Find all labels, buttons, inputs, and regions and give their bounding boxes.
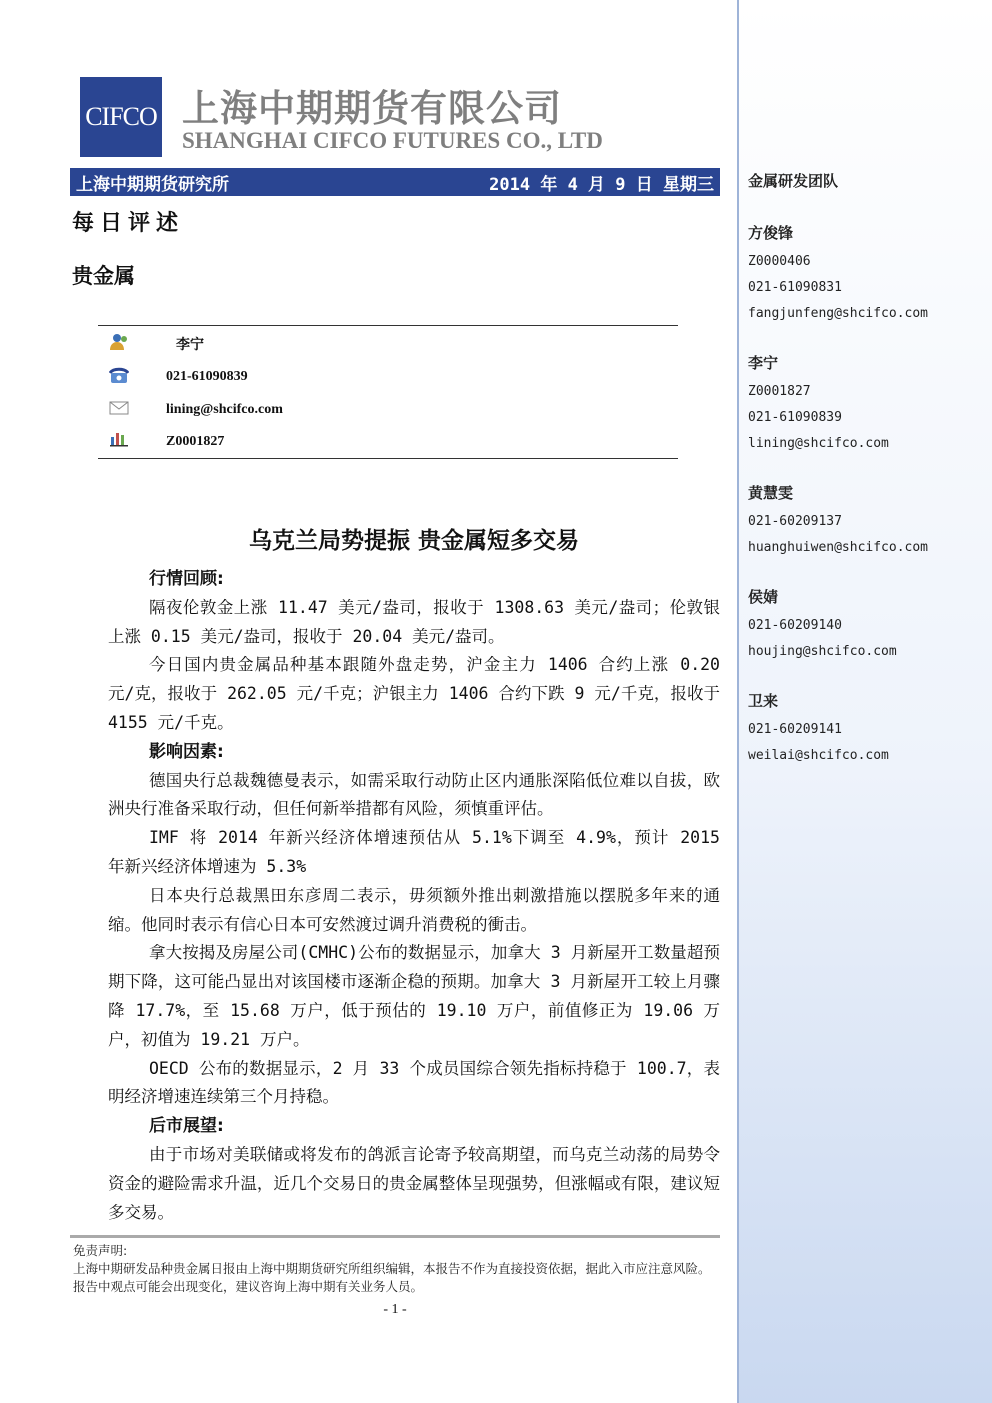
company-logo: CIFCO bbox=[80, 77, 162, 157]
telephone-icon bbox=[108, 365, 130, 387]
member-name: 侯婧 bbox=[748, 588, 779, 606]
member-email[interactable]: lining@shcifco.com bbox=[748, 436, 889, 451]
member-email[interactable]: weilai@shcifco.com bbox=[748, 748, 889, 763]
report-type: 每日评述 bbox=[72, 211, 185, 236]
envelope-icon bbox=[108, 397, 130, 419]
section-heading-factors: 影响因素: bbox=[149, 741, 224, 762]
article-body bbox=[108, 565, 720, 1227]
member-name: 李宁 bbox=[748, 354, 779, 372]
team-member bbox=[748, 690, 889, 769]
page-number: - 1 - bbox=[383, 1302, 407, 1317]
chart-icon bbox=[108, 427, 130, 449]
disclaimer-title: 免责声明: bbox=[73, 1243, 128, 1258]
team-title: 金属研发团队 bbox=[748, 172, 839, 190]
member-name: 卫来 bbox=[748, 692, 779, 710]
member-license: Z0000406 bbox=[748, 254, 811, 269]
member-name: 黄慧雯 bbox=[748, 484, 794, 502]
member-email[interactable]: huanghuiwen@shcifco.com bbox=[748, 540, 929, 555]
team-member bbox=[748, 352, 889, 457]
member-name: 方俊锋 bbox=[748, 224, 794, 242]
member-license: Z0001827 bbox=[748, 384, 811, 399]
contact-row-phone bbox=[98, 362, 130, 390]
header-banner bbox=[70, 168, 720, 196]
contact-license: Z0001827 bbox=[166, 434, 225, 449]
person-icon bbox=[108, 331, 130, 353]
company-name-en: SHANGHAI CIFCO FUTURES CO., LTD bbox=[182, 128, 603, 153]
member-email[interactable]: houjing@shcifco.com bbox=[748, 644, 897, 659]
paragraph: IMF 将 2014 年新兴经济体增速预估从 5.1%下调至 4.9%，预计 2015 年新兴经济体增速为 5.3% bbox=[108, 828, 720, 876]
contact-box bbox=[98, 325, 678, 459]
contact-row-name bbox=[98, 328, 130, 356]
paragraph: 拿大按揭及房屋公司(CMHC)公布的数据显示，加拿大 3 月新屋开工数量超预期下降，这可能凸显出对该国楼市逐渐企稳的预期。加拿大 3 月新屋开工较上月骤降 17.7%，至 15.68 万户，低于预估的 19.10 万户，前值修正为 19.06 万户，初值为 19.21 万户。 bbox=[108, 943, 720, 1049]
section-heading-review: 行情回顾: bbox=[149, 569, 224, 589]
member-email[interactable]: fangjunfeng@shcifco.com bbox=[748, 306, 929, 321]
report-date: 2014 年 4 月 9 日 星期三 bbox=[489, 174, 714, 195]
contact-name: 李宁 bbox=[176, 338, 204, 353]
paragraph: 德国央行总裁魏德曼表示，如需采取行动防止区内通胀深陷低位难以自拔，欧洲央行准备采取行动，但任何新举措都有风险，须慎重评估。 bbox=[108, 770, 720, 819]
member-phone: 021-60209140 bbox=[748, 618, 842, 633]
company-name-cn: 上海中期期货有限公司 bbox=[182, 87, 562, 130]
paragraph: 由于市场对美联储或将发布的鸽派言论寄予较高期望，而乌克兰动荡的局势令资金的避险需求升温，近几个交易日的贵金属整体呈现强势，但涨幅或有限，建议短多交易。 bbox=[108, 1144, 720, 1222]
team-member bbox=[748, 586, 897, 665]
article-headline: 乌克兰局势提振 贵金属短多交易 bbox=[248, 528, 579, 554]
disclaimer bbox=[73, 1242, 721, 1296]
member-phone: 021-61090831 bbox=[748, 280, 842, 295]
contact-email[interactable]: lining@shcifco.com bbox=[166, 402, 283, 417]
footer-divider bbox=[70, 1235, 720, 1238]
contact-row-license bbox=[98, 424, 130, 452]
paragraph: OECD 公布的数据显示，2 月 33 个成员国综合领先指标持稳于 100.7，表明经济增速连续第三个月持稳。 bbox=[108, 1058, 720, 1107]
contact-phone: 021-61090839 bbox=[166, 369, 248, 384]
disclaimer-text: 上海中期研发品种贵金属日报由上海中期期货研究所组织编辑，本报告不作为直接投资依据，据此入市应注意风险。报告中观点可能会出现变化，建议咨询上海中期有关业务人员。 bbox=[73, 1261, 711, 1294]
paragraph: 日本央行总裁黑田东彦周二表示，毋须额外推出刺激措施以摆脱多年来的通缩。他同时表示有信心日本可安然渡过调升消费税的衝击。 bbox=[108, 885, 720, 934]
section-heading-outlook: 后市展望: bbox=[149, 1116, 224, 1137]
contact-row-email bbox=[98, 394, 130, 422]
member-phone: 021-60209137 bbox=[748, 514, 842, 529]
member-phone: 021-60209141 bbox=[748, 722, 842, 737]
paragraph: 隔夜伦敦金上涨 11.47 美元/盎司，报收于 1308.63 美元/盎司；伦敦银上涨 0.15 美元/盎司，报收于 20.04 美元/盎司。 bbox=[108, 597, 720, 646]
report-category: 贵金属 bbox=[72, 264, 135, 288]
team-member bbox=[748, 222, 928, 327]
paragraph: 今日国内贵金属品种基本跟随外盘走势，沪金主力 1406 合约上涨 0.20 元/克，报收于 262.05 元/千克；沪银主力 1406 合约下跌 9 元/千克，报收于 4155 元/千克。 bbox=[108, 655, 720, 732]
institute-name: 上海中期期货研究所 bbox=[76, 174, 229, 195]
member-phone: 021-61090839 bbox=[748, 410, 842, 425]
